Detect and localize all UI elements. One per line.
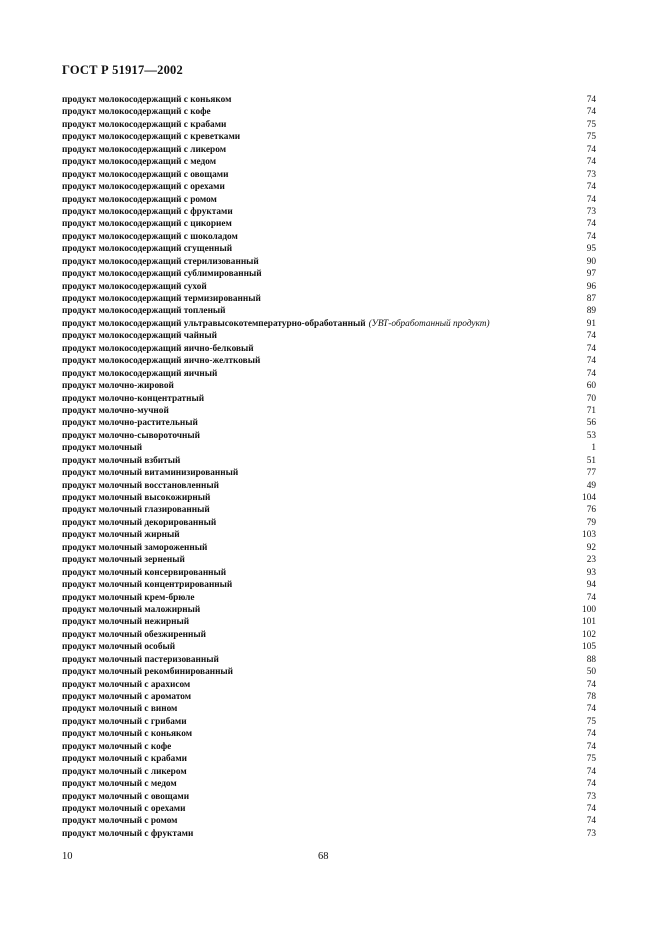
index-entry	[62, 119, 596, 131]
index-entry	[62, 654, 596, 666]
index-page-number: 75	[586, 716, 596, 727]
index-entry	[62, 169, 596, 181]
index-page-number: 103	[582, 530, 596, 541]
index-entry	[62, 629, 596, 641]
index-entry	[62, 243, 596, 255]
index-page-number: 73	[586, 828, 596, 839]
index-entry	[62, 355, 596, 367]
index-entry	[62, 131, 596, 143]
index-page-number: 95	[586, 244, 596, 255]
index-page-number: 74	[586, 779, 596, 790]
index-term: продукт молокосодержащий с цикорием	[62, 219, 232, 230]
index-page-number: 74	[586, 368, 596, 379]
document-header: ГОСТ Р 51917—2002	[62, 63, 183, 77]
index-page-number: 87	[586, 294, 596, 304]
index-term: продукт молочный с вином	[62, 704, 178, 715]
index-entry	[62, 218, 596, 230]
index-page-number: 1	[591, 443, 596, 454]
index-term: продукт молочный маложирный	[62, 604, 201, 615]
index-page-number: 74	[586, 95, 596, 105]
index-term: продукт молочный с ликером	[62, 766, 187, 777]
index-entry	[62, 430, 596, 442]
index-term: продукт молокосодержащий с ромом	[62, 194, 217, 205]
index-entry	[62, 666, 596, 678]
index-entry	[62, 691, 596, 703]
index-entry	[62, 467, 596, 479]
index-entry	[62, 728, 596, 740]
index-entry	[62, 144, 596, 156]
index-page-number: 74	[586, 704, 596, 715]
index-page-number: 23	[586, 555, 596, 566]
index-term: продукт молочный с ромом	[62, 816, 178, 827]
index-entry	[62, 517, 596, 529]
index-term: продукт молокосодержащий яичный	[62, 368, 218, 379]
index-term: продукт молокосодержащий с овощами	[62, 169, 229, 180]
index-page-number: 74	[586, 679, 596, 690]
index-page-number: 76	[586, 505, 596, 516]
index-term: продукт молочный зерненый	[62, 555, 185, 566]
index-term: продукт молочный	[62, 443, 143, 454]
index-page-number: 75	[586, 132, 596, 143]
index-page-number: 79	[586, 517, 596, 528]
index-term: продукт молочный консервированный	[62, 567, 227, 578]
index-page-number: 71	[586, 405, 596, 416]
index-term: продукт молочный крем-брюле	[62, 592, 195, 603]
index-term: продукт молокосодержащий яично-белковый	[62, 343, 254, 354]
index-term: продукт молокосодержащий яично-желтковый	[62, 356, 261, 367]
index-entry	[62, 703, 596, 715]
index-page-number: 53	[586, 430, 596, 441]
index-page-number: 74	[586, 194, 596, 205]
index-term: продукт молочный особый	[62, 642, 176, 653]
index-term: продукт молочный взбитый	[62, 455, 181, 466]
index-entry	[62, 368, 596, 380]
index-term: продукт молочный с крабами	[62, 754, 188, 765]
index-page-number: 94	[586, 580, 596, 591]
index-entry	[62, 815, 596, 827]
index-entry	[62, 716, 596, 728]
index-page-number: 74	[586, 803, 596, 814]
index-entry	[62, 330, 596, 342]
index-entry	[62, 529, 596, 541]
index-term: продукт молокосодержащий сгущенный	[62, 244, 233, 255]
index-entry	[62, 753, 596, 765]
index-page-number: 100	[582, 604, 596, 615]
index-page-number: 105	[582, 642, 596, 653]
index-page-number: 74	[586, 231, 596, 242]
index-entry	[62, 305, 596, 317]
index-page-number: 74	[586, 356, 596, 367]
index-term: продукт молочный рекомбинированный	[62, 667, 234, 678]
index-entry	[62, 828, 596, 840]
index-page-number: 88	[586, 654, 596, 665]
index-term: продукт молочно-концентратный	[62, 393, 205, 404]
index-term: продукт молокосодержащий сухой	[62, 281, 207, 292]
index-term: продукт молокосодержащий с орехами	[62, 182, 225, 193]
index-term: продукт молочный пастеризованный	[62, 654, 219, 665]
index-entry	[62, 455, 596, 467]
index-term-qualifier: (УВТ-обработанный продукт)	[368, 318, 490, 329]
index-page-number: 78	[586, 692, 596, 702]
index-term: продукт молочный с кофе	[62, 741, 172, 752]
index-entry	[62, 480, 596, 492]
index-entry	[62, 156, 596, 168]
index-term: продукт молочно-жировой	[62, 381, 174, 392]
index-page-number: 73	[586, 169, 596, 180]
index-entry	[62, 194, 596, 206]
index-term: продукт молочный жирный	[62, 530, 180, 541]
index-entry	[62, 679, 596, 691]
index-term: продукт молокосодержащий с ликером	[62, 144, 227, 155]
index-term: продукт молокосодержащий с коньяком	[62, 95, 232, 105]
index-page-number: 49	[586, 480, 596, 491]
index-entry	[62, 442, 596, 454]
index-term: продукт молочный обезжиренный	[62, 629, 206, 640]
index-entry	[62, 579, 596, 591]
index-entry	[62, 554, 596, 566]
index-entry	[62, 778, 596, 790]
index-entry	[62, 405, 596, 417]
index-term: продукт молочный с медом	[62, 779, 177, 790]
index-page-number: 60	[586, 381, 596, 392]
index-entry	[62, 318, 596, 330]
index-term: продукт молочный с орехами	[62, 803, 186, 814]
index-entry	[62, 393, 596, 405]
index-term: продукт молокосодержащий с крабами	[62, 119, 227, 130]
index-entry	[62, 766, 596, 778]
index-entry	[62, 616, 596, 628]
index-term: продукт молочный нежирный	[62, 617, 190, 628]
index-page-number: 89	[586, 306, 596, 317]
index-entry	[62, 641, 596, 653]
index-page-number: 56	[586, 418, 596, 429]
index-entry	[62, 94, 596, 106]
index-page-number: 93	[586, 567, 596, 578]
index-page-number: 74	[586, 766, 596, 777]
index-entry	[62, 281, 596, 293]
index-entry	[62, 106, 596, 118]
index-term: продукт молочный с арахисом	[62, 679, 191, 690]
index-page-number: 102	[582, 629, 596, 640]
index-term: продукт молокосодержащий с фруктами	[62, 206, 233, 217]
index-term: продукт молочно-мучной	[62, 405, 169, 416]
index-page-number: 51	[586, 455, 596, 466]
index-page-number: 97	[586, 269, 596, 280]
index-term: продукт молочный замороженный	[62, 542, 208, 553]
index-page-number: 91	[586, 318, 596, 329]
index-page-number: 104	[582, 493, 596, 503]
index-term: продукт молокосодержащий термизированный	[62, 294, 261, 304]
index-page-number: 74	[586, 182, 596, 193]
index-term: продукт молочный высокожирный	[62, 493, 211, 503]
index-term: продукт молокосодержащий с креветками	[62, 132, 241, 143]
index-page-number: 70	[586, 393, 596, 404]
index-term: продукт молочный с коньяком	[62, 729, 193, 740]
index-term: продукт молокосодержащий с медом	[62, 157, 217, 168]
index-entry	[62, 417, 596, 429]
footer-left-number: 10	[62, 851, 73, 862]
index-term: продукт молокосодержащий ультравысокотемпературно-обработанный	[62, 318, 366, 329]
index-entry	[62, 256, 596, 268]
index-page-number: 101	[582, 617, 596, 628]
index-term: продукт молочный концентрированный	[62, 580, 233, 591]
index-entry	[62, 380, 596, 392]
index-term: продукт молочный с фруктами	[62, 828, 194, 839]
index-term: продукт молочный с грибами	[62, 716, 187, 727]
index-page-number: 74	[586, 144, 596, 155]
index-entry	[62, 181, 596, 193]
index-page-number: 74	[586, 157, 596, 168]
index-term: продукт молокосодержащий сублимированный	[62, 269, 262, 280]
index-entry	[62, 567, 596, 579]
index-entry	[62, 791, 596, 803]
index-term: продукт молочный глазированный	[62, 505, 210, 516]
index-term: продукт молочный декорированный	[62, 517, 217, 528]
index-page-number: 92	[586, 542, 596, 553]
index-term: продукт молокосодержащий топленый	[62, 306, 226, 317]
index-page-number: 96	[586, 281, 596, 292]
index-entry	[62, 592, 596, 604]
index-term: продукт молокосодержащий чайный	[62, 331, 217, 342]
index-page-number: 75	[586, 754, 596, 765]
index-page-number: 74	[586, 729, 596, 740]
index-entry	[62, 542, 596, 554]
index-term: продукт молокосодержащий с шоколадом	[62, 231, 238, 242]
index-entry	[62, 504, 596, 516]
index-entry	[62, 492, 596, 504]
index-page-number: 74	[586, 343, 596, 354]
index-page-number: 77	[586, 468, 596, 479]
index-page-number: 73	[586, 206, 596, 217]
index-term: продукт молочный с ароматом	[62, 692, 192, 702]
index-entry	[62, 268, 596, 280]
index-entry	[62, 604, 596, 616]
index-term: продукт молочный восстановленный	[62, 480, 219, 491]
index-term: продукт молочно-растительный	[62, 418, 198, 429]
index-entry	[62, 741, 596, 753]
index-page-number: 74	[586, 816, 596, 827]
footer-page-number: 68	[318, 851, 329, 862]
index-term: продукт молокосодержащий с кофе	[62, 107, 211, 118]
index-page-number: 74	[586, 219, 596, 230]
index-page-number: 74	[586, 741, 596, 752]
index-page-number: 90	[586, 256, 596, 267]
index-list	[62, 94, 596, 840]
index-term: продукт молокосодержащий стерилизованный	[62, 256, 259, 267]
index-page-number: 50	[586, 667, 596, 678]
index-page-number: 75	[586, 119, 596, 130]
index-entry	[62, 343, 596, 355]
index-entry	[62, 231, 596, 243]
index-entry	[62, 803, 596, 815]
index-term: продукт молочно-сывороточный	[62, 430, 200, 441]
index-page-number: 74	[586, 592, 596, 603]
index-page-number: 74	[586, 331, 596, 342]
index-entry	[62, 206, 596, 218]
index-entry	[62, 293, 596, 305]
index-term: продукт молочный витаминизированный	[62, 468, 239, 479]
index-page-number: 73	[586, 791, 596, 802]
index-term: продукт молочный с овощами	[62, 791, 190, 802]
index-page-number: 74	[586, 107, 596, 118]
